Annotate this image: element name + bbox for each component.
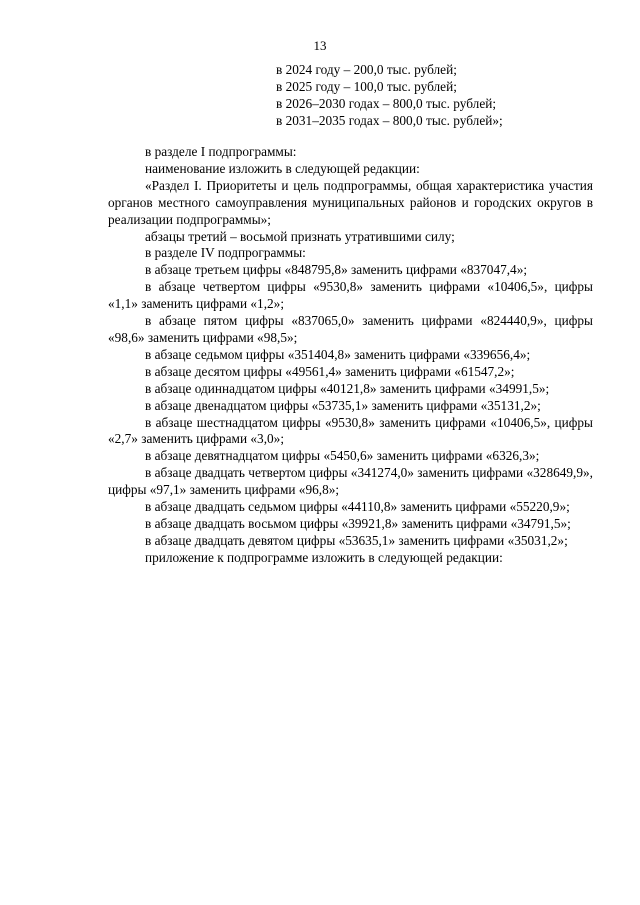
paragraph-section-4: в разделе IV подпрограммы: — [145, 245, 306, 261]
amount-line-2025: в 2025 году – 100,0 тыс. рублей; — [276, 78, 457, 94]
paragraph-repeal: абзацы третий – восьмой признать утратившими силу; — [145, 228, 455, 244]
document-body — [108, 144, 593, 567]
funding-amounts-list — [276, 62, 503, 130]
page-number: 13 — [313, 38, 327, 53]
amount-line-2024: в 2024 году – 200,0 тыс. рублей; — [276, 62, 457, 77]
paragraph-amendment-24: в абзаце двадцать четвертом цифры «341274,0» заменить цифрами «328649,9», цифры «97,1» заменить цифрами «96,8»; — [108, 465, 593, 498]
paragraph-amendment-12: в абзаце двенадцатом цифры «53735,1» заменить цифрами «35131,2»; — [145, 397, 541, 413]
paragraph-amendment-4: в абзаце четвертом цифры «9530,8» заменить цифрами «10406,5», цифры «1,1» заменить цифрами «1,2»; — [108, 279, 593, 312]
paragraph-amendment-5: в абзаце пятом цифры «837065,0» заменить цифрами «824440,9», цифры «98,6» заменить цифрами «98,5»; — [108, 313, 593, 345]
paragraph-amendment-3: в абзаце третьем цифры «848795,8» заменить цифрами «837047,4»; — [145, 262, 528, 278]
amount-line-2026-2030: в 2026–2030 годах – 800,0 тыс. рублей; — [276, 95, 497, 111]
paragraph-rename-instruction: наименование изложить в следующей редакции: — [145, 160, 420, 176]
paragraph-amendment-28: в абзаце двадцать восьмом цифры «39921,8» заменить цифрами «34791,5»; — [145, 515, 571, 531]
paragraph-amendment-10: в абзаце десятом цифры «49561,4» заменить цифрами «61547,2»; — [145, 363, 515, 379]
paragraph-amendment-27: в абзаце двадцать седьмом цифры «44110,8» заменить цифрами «55220,9»; — [145, 499, 570, 515]
paragraph-amendment-29: в абзаце двадцать девятом цифры «53635,1» заменить цифрами «35031,2»; — [145, 532, 568, 548]
paragraph-section-title: «Раздел I. Приоритеты и цель подпрограммы, общая характеристика участия органов местного самоуправления муниципальных районов и городских округов в реализации подпрограммы»; — [108, 177, 593, 227]
paragraph-amendment-7: в абзаце седьмом цифры «351404,8» заменить цифрами «339656,4»; — [145, 346, 531, 362]
paragraph-amendment-11: в абзаце одиннадцатом цифры «40121,8» заменить цифрами «34991,5»; — [145, 380, 550, 396]
paragraph-amendment-16: в абзаце шестнадцатом цифры «9530,8» заменить цифрами «10406,5», цифры «2,7» заменить цифрами «3,0»; — [108, 414, 593, 447]
amount-line-2031-2035: в 2031–2035 годах – 800,0 тыс. рублей»; — [276, 112, 503, 128]
paragraph-appendix-instruction: приложение к подпрограмме изложить в следующей редакции: — [145, 549, 503, 565]
paragraph-amendment-19: в абзаце девятнадцатом цифры «5450,6» заменить цифрами «6326,3»; — [145, 448, 540, 464]
paragraph-section-1: в разделе I подпрограммы: — [145, 144, 297, 159]
